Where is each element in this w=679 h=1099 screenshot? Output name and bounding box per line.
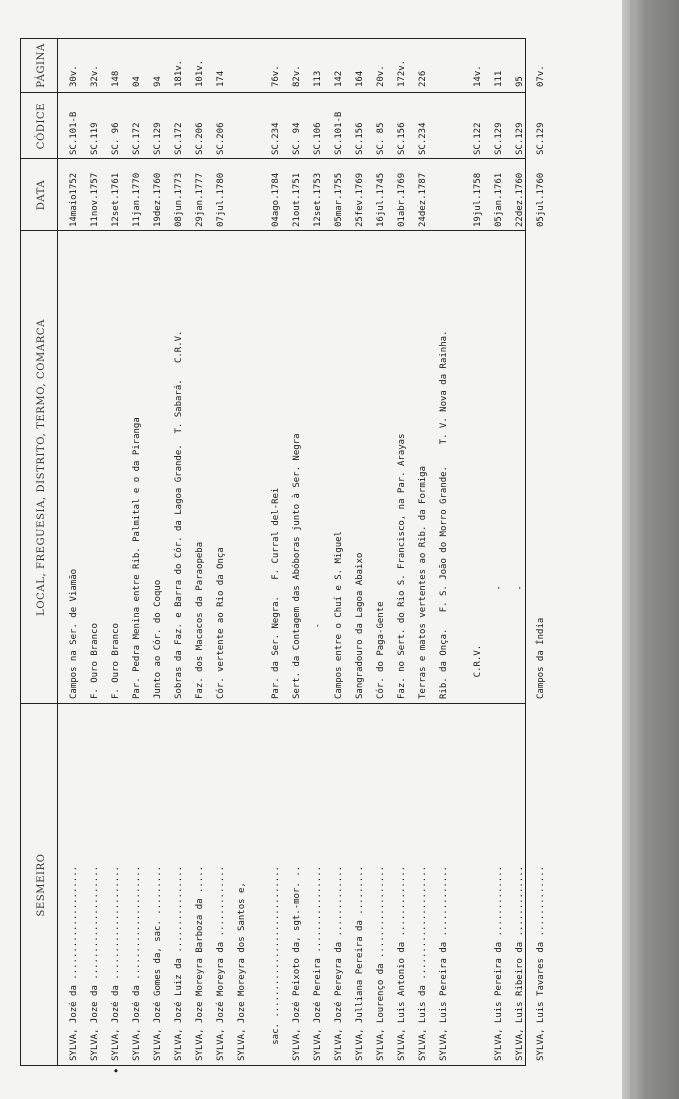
cell-sesmeiro: SYLVA, Jozé da ..................... [132, 865, 142, 1061]
cell-local: F. Ouro Branco [111, 623, 121, 699]
cell-sesmeiro: SYLVA, Jozé Gomes da, sac. ......... [153, 865, 163, 1061]
cell-sesmeiro: SYLVA, Julliana Pereira da ......... [355, 865, 365, 1061]
cell-pagina: 94 [153, 76, 163, 87]
cell-codice: SC.101-B [69, 111, 79, 155]
cell-sesmeiro: SYLVA, Joze Moreyra Barboza da ..... [195, 865, 205, 1061]
cell-data: 04ago.1784 [271, 172, 281, 227]
cell-local: Rib. da Onça. F. S. João do Morro Grande. T. V. Nova da Rainha. [439, 330, 449, 699]
cell-local: Campos entre o Chuí e S. Miguel [334, 531, 344, 699]
cell-pagina: 30v. [69, 65, 79, 87]
cell-pagina: 164 [355, 70, 365, 87]
cell-pagina: 32v. [90, 65, 100, 87]
cell-codice: SC.129 [536, 122, 546, 155]
row-spacer [253, 0, 266, 1099]
cell-local: F. Ouro Branco [90, 623, 100, 699]
table-body [64, 0, 552, 1099]
cell-codice: SC.172 [132, 122, 142, 155]
cell-data: 08jun.1773 [174, 172, 184, 227]
cell-codice: SC.172 [174, 122, 184, 155]
cell-pagina: 148 [111, 70, 121, 87]
cell-data: 25fev.1769 [355, 172, 365, 227]
cell-sesmeiro: SYLVA, Luis Pereira da ............. [439, 865, 449, 1061]
table-row [489, 0, 510, 1099]
table-row [510, 0, 531, 1099]
cell-local: Terras e matos vertentes ao Rib. da Formiga [418, 466, 428, 699]
row-bullet-mark: • [110, 1067, 123, 1074]
cell-pagina: 113 [313, 70, 323, 87]
cell-local: Par. Pedra Menina entre Rib. Palmital e o da Piranga [132, 417, 142, 699]
table-row [64, 0, 85, 1099]
table-row [85, 0, 106, 1099]
table-row [266, 0, 287, 1099]
header-pagina: PÁGINA [35, 43, 47, 88]
cell-codice: SC.206 [195, 122, 205, 155]
cell-codice: SC.206 [216, 122, 226, 155]
cell-data: 14maio1752 [69, 172, 79, 227]
table-row [127, 0, 148, 1099]
cell-data: 19jul.1758 [473, 172, 483, 227]
cell-codice: SC.234 [271, 122, 281, 155]
cell-data: 11jan.1770 [132, 172, 142, 227]
cell-sesmeiro: SYLVA, Lourenço da ................. [376, 865, 386, 1061]
cell-sesmeiro: SYLVA, Luis Pereira da ............. [494, 865, 504, 1061]
table-row [287, 0, 308, 1099]
cell-sesmeiro: SYLVA, Luis Antonio da ............. [397, 865, 407, 1061]
cell-codice: SC.129 [494, 122, 504, 155]
cell-data: 12set.1761 [111, 172, 121, 227]
cell-pagina: 07v. [536, 65, 546, 87]
cell-pagina: 101v. [195, 59, 205, 87]
table-row [190, 0, 211, 1099]
cell-local: Campos na Ser. de Viamão [69, 568, 79, 699]
table-row [371, 0, 392, 1099]
cell-local: Campos da Índia [536, 617, 546, 699]
cell-codice: SC. 94 [292, 122, 302, 155]
cell-sesmeiro: SYLVA, Luis Ribeiro da ............. [515, 865, 525, 1061]
header-codice: CÓDICE [35, 102, 47, 150]
cell-local: Cór. do Paga-Gente [376, 601, 386, 699]
cell-local: Junto ao Cór. do Coquo [153, 579, 163, 699]
cell-codice: SC.101-B [334, 111, 344, 155]
cell-pagina: 226 [418, 70, 428, 87]
cell-pagina: 174 [216, 70, 226, 87]
cell-pagina: 76v. [271, 65, 281, 87]
table-row [211, 0, 232, 1099]
cell-data: 22dez.1760 [515, 172, 525, 227]
cell-pagina: 14v. [473, 65, 483, 87]
cell-sesmeiro: SYLVA, Jozé Pereira ................ [313, 865, 323, 1061]
cell-local: C.R.V. [473, 644, 483, 699]
cell-data: 01abr.1769 [397, 172, 407, 227]
cell-local: Sobras da Faz. e Barra do Cór. da Lagoa Grande. T. Sabará. C.R.V. [174, 330, 184, 699]
cell-data: 29jan.1777 [195, 172, 205, 227]
row-spacer [455, 0, 468, 1099]
cell-sesmeiro: SYLVA, Jozé da ..................... [111, 865, 121, 1061]
cell-pagina: 111 [494, 70, 504, 87]
cell-local: Par. da Ser. Negra. F. Curral del-Rei [271, 487, 281, 699]
table-row [169, 0, 190, 1099]
cell-data: 11nov.1757 [90, 172, 100, 227]
cell-sesmeiro: SYLVA, Jozé Pereyra da ............. [334, 865, 344, 1061]
table-row [350, 0, 371, 1099]
cell-codice: SC. 96 [111, 122, 121, 155]
cell-pagina: 04 [132, 76, 142, 87]
cell-data: 21out.1751 [292, 172, 302, 227]
table-row [413, 0, 434, 1099]
cell-codice: SC.156 [355, 122, 365, 155]
table-row [308, 0, 329, 1099]
cell-data: 05mar.1755 [334, 172, 344, 227]
table-row [434, 0, 455, 1099]
header-local: LOCAL, FREGUESIA, DISTRITO, TERMO, COMARCA [35, 319, 47, 616]
cell-local: - [494, 585, 504, 699]
table-row [148, 0, 169, 1099]
cell-sesmeiro: SYLVA, Joze Moreyra dos Santos e, [237, 882, 247, 1061]
header-sesmeiro: SESMEIRO [35, 853, 47, 917]
cell-sesmeiro: SYLVA, Jozé da ..................... [69, 865, 79, 1061]
cell-codice: SC.234 [418, 122, 428, 155]
cell-sesmeiro: SYLVA, Luis Tavares da ............. [536, 865, 546, 1061]
cell-data: 24dez.1787 [418, 172, 428, 227]
table-row [329, 0, 350, 1099]
cell-codice: SC.129 [515, 122, 525, 155]
table-row [106, 0, 127, 1099]
table-row [232, 0, 253, 1099]
cell-data: 16jul.1745 [376, 172, 386, 227]
cell-codice: SC.122 [473, 122, 483, 155]
cell-data: 07jul.1780 [216, 172, 226, 227]
cell-data: 12set.1753 [313, 172, 323, 227]
cell-sesmeiro: SYLVA, Luis da ..................... [418, 865, 428, 1061]
table-row [468, 0, 489, 1099]
cell-local: - [313, 623, 323, 699]
cell-sesmeiro: sac. ............................ [271, 865, 281, 1061]
cell-pagina: 142 [334, 70, 344, 87]
cell-sesmeiro: SYLVA, Joze da ..................... [90, 865, 100, 1061]
cell-sesmeiro: SYLVA, Jozé Peixoto da, sgt.-mor. .. [292, 865, 302, 1061]
cell-pagina: 20v. [376, 65, 386, 87]
cell-codice: SC. 85 [376, 122, 386, 155]
cell-sesmeiro: SYLVA, Jozé Luiz da ................ [174, 865, 184, 1061]
cell-codice: SC.106 [313, 122, 323, 155]
cell-data: 05jul.1760 [536, 172, 546, 227]
cell-pagina: 82v. [292, 65, 302, 87]
cell-codice: SC.119 [90, 122, 100, 155]
cell-codice: SC.156 [397, 122, 407, 155]
cell-data: 05jan.1761 [494, 172, 504, 227]
cell-pagina: 95 [515, 76, 525, 87]
cell-pagina: 172v. [397, 59, 407, 87]
table-row [531, 0, 552, 1099]
cell-codice: SC.129 [153, 122, 163, 155]
cell-sesmeiro: SYLVA, Jozé Moreyra da ............. [216, 865, 226, 1061]
table-row [392, 0, 413, 1099]
cell-local: Faz. no Sert. do Rio S. Francisco, na Par. Arayas [397, 433, 407, 699]
cell-local: Faz. dos Macacos da Paraopeba [195, 541, 205, 699]
cell-local: Cór. vertente ao Rio da Onça [216, 547, 226, 699]
cell-pagina: 181v. [174, 59, 184, 87]
header-data: DATA [35, 179, 47, 211]
cell-local: Sert. da Contagem das Abóboras junto à Ser. Negra [292, 433, 302, 699]
cell-local: - [515, 585, 525, 699]
cell-local: Sangradouro da Lagoa Abaixo [355, 552, 365, 699]
cell-data: 19dez.1760 [153, 172, 163, 227]
